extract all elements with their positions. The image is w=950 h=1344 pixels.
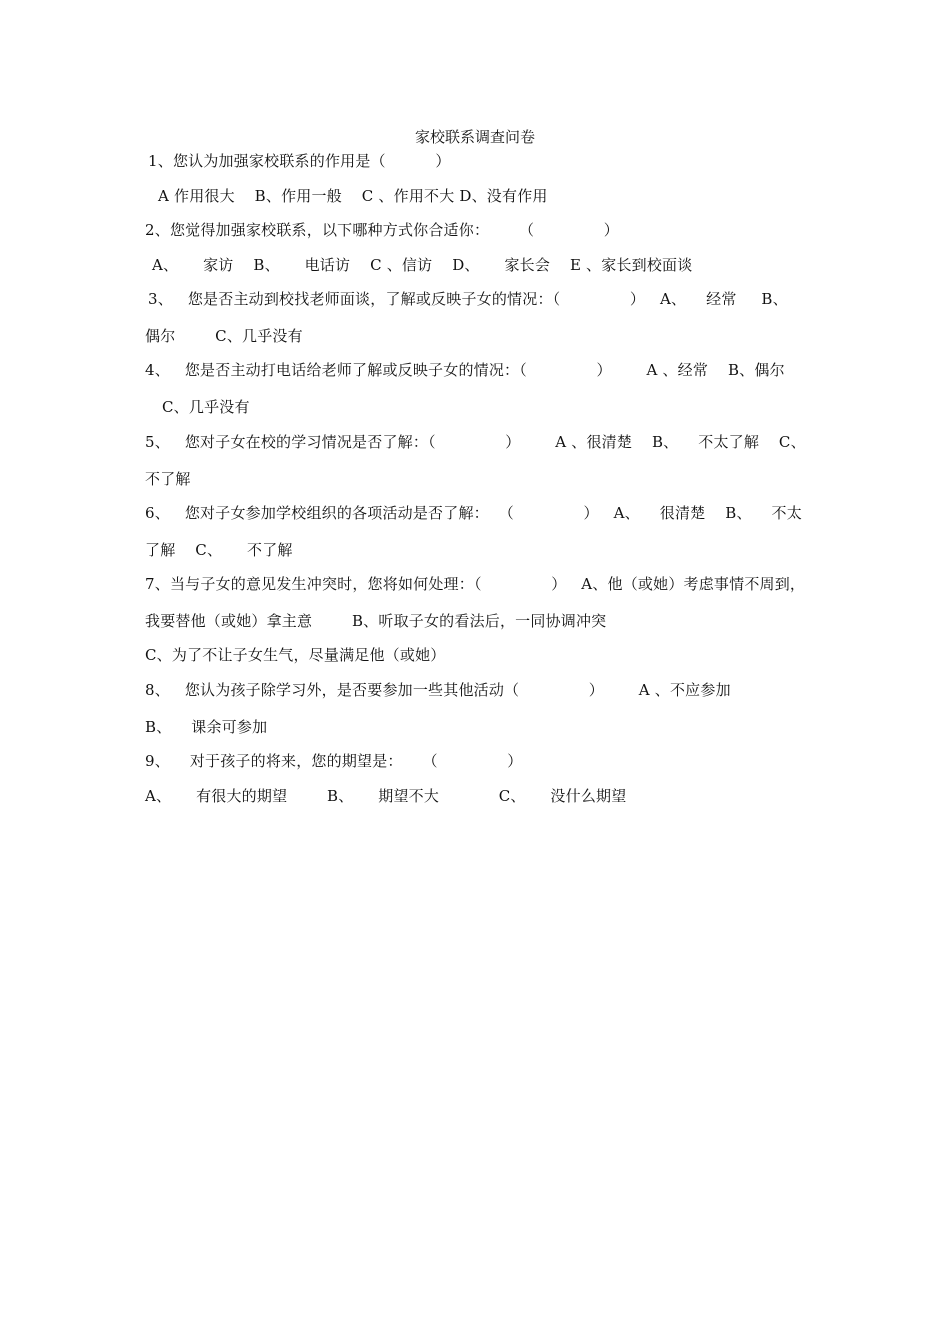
question-1: 1、您认为加强家校联系的作用是（ ）: [148, 152, 451, 170]
question-1-options: A 作用很大 B、作用一般 C 、作用不大 D、没有作用: [158, 187, 548, 205]
page-title: 家校联系调查问卷: [414, 128, 535, 146]
question-3-options: 偶尔 C、几乎没有: [145, 327, 303, 345]
question-5: 5、 您对子女在校的学习情况是否了解：（ ） A 、很清楚 B、 不太了解 C、: [145, 433, 806, 451]
question-2-options: A、 家访 B、 电话访 C 、信访 D、 家长会 E 、家长到校面谈: [152, 256, 693, 274]
question-2: 2、您觉得加强家校联系，以下哪种方式你合适你： （ ）: [145, 221, 619, 239]
question-6: 6、 您对子女参加学校组织的各项活动是否了解： （ ） A、 很清楚 B、 不太: [145, 504, 802, 522]
question-5-options: 不了解: [145, 470, 191, 488]
question-7-option-c: C、为了不让子女生气，尽量满足他（或她）: [145, 646, 446, 664]
question-9: 9、 对于孩子的将来，您的期望是： （ ）: [145, 752, 523, 770]
question-8-options: B、 课余可参加: [145, 718, 268, 736]
question-3: 3、 您是否主动到校找老师面谈，了解或反映子女的情况：（ ） A、 经常 B、: [148, 290, 788, 308]
question-7-option-a-cont: 我要替他（或她）拿主意 B、听取子女的看法后，一同协调冲突: [145, 612, 607, 630]
question-9-options: A、 有很大的期望 B、 期望不大 C、 没什么期望: [145, 787, 627, 805]
question-4: 4、 您是否主动打电话给老师了解或反映子女的情况：（ ） A 、经常 B、偶尔: [145, 361, 785, 379]
question-7: 7、当与子女的意见发生冲突时，您将如何处理：（ ） A、他（或她）考虑事情不周到，: [145, 575, 806, 593]
question-6-options: 了解 C、 不了解: [145, 541, 293, 559]
question-4-options: C、几乎没有: [162, 398, 250, 416]
question-8: 8、 您认为孩子除学习外，是否要参加一些其他活动（ ） A 、不应参加: [145, 681, 731, 699]
